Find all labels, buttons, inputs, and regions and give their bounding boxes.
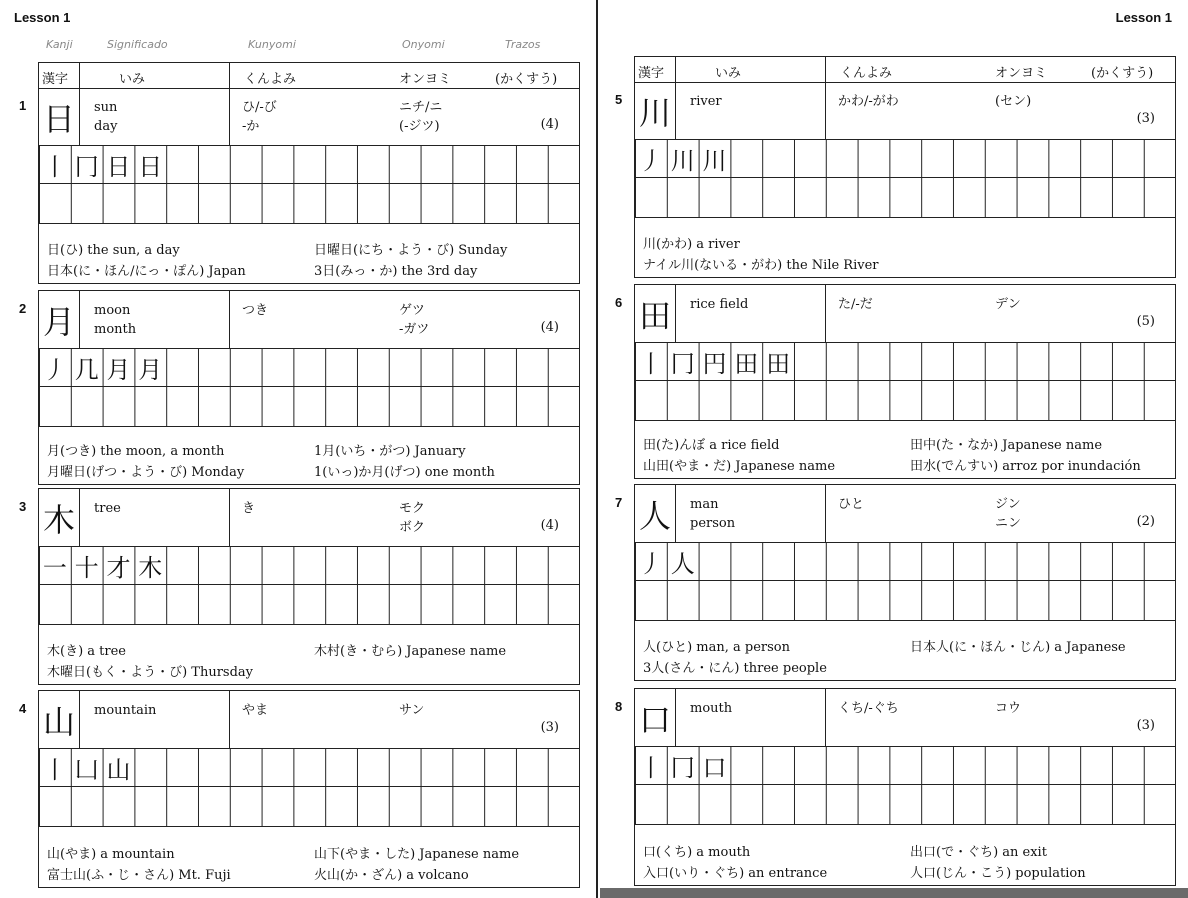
stroke-step: 人 xyxy=(670,549,695,578)
practice-grid xyxy=(635,746,1175,825)
vocab-item: 木村(き・むら) Japanese name xyxy=(314,644,507,659)
on-line: -ガツ xyxy=(399,322,430,337)
vocab-item: 富士山(ふ・じ・さん) Mt. Fuji xyxy=(47,868,231,883)
vocab-item: 火山(か・ざん) a volcano xyxy=(314,868,469,883)
kun-line: つき xyxy=(242,303,269,318)
practice-grid xyxy=(39,546,579,625)
entry-number: 8 xyxy=(615,699,623,714)
vocab-item: 川(かわ) a river xyxy=(643,237,740,252)
vocab-item: 山(やま) a mountain xyxy=(47,847,175,862)
header-kanji: 漢字 xyxy=(42,72,69,87)
kanji-info-row xyxy=(39,489,579,547)
vocab-item: ナイル川(ないる・がわ) the Nile River xyxy=(643,258,879,273)
stroke-order xyxy=(635,746,730,784)
on-line: ジン xyxy=(995,497,1021,512)
kanji-info-row xyxy=(635,285,1175,343)
stroke-step: 円 xyxy=(702,349,727,378)
stroke-step: 川 xyxy=(670,146,695,175)
right-page xyxy=(596,0,1188,898)
vocab-item: 1月(いち・がつ) January xyxy=(314,444,466,459)
vocab-item: 田水(でんすい) arroz por inundación xyxy=(910,459,1141,474)
kanji-info-row xyxy=(635,82,1175,140)
stroke-step: 丨 xyxy=(42,152,67,181)
kanji-meaning xyxy=(690,92,722,111)
on-line: モク xyxy=(399,501,426,516)
vocab-item: 人口(じん・こう) population xyxy=(910,866,1086,881)
meaning-line: month xyxy=(94,322,137,337)
kun-reading xyxy=(838,295,873,314)
meaning-line: mouth xyxy=(690,701,733,716)
stroke-order xyxy=(39,748,134,786)
stroke-step: 冂 xyxy=(670,349,695,378)
stroke-count: (3) xyxy=(540,720,559,735)
kanji-entry xyxy=(615,484,1176,681)
kanji-character: 山 xyxy=(39,691,80,748)
on-reading xyxy=(399,499,425,537)
stroke-step: 十 xyxy=(74,553,99,582)
header-strokes: (かくすう) xyxy=(1091,66,1154,81)
stroke-step: 山 xyxy=(106,755,131,784)
entry-number: 2 xyxy=(19,301,27,316)
stroke-step: 几 xyxy=(74,355,99,384)
on-line: ボク xyxy=(399,520,426,535)
kanji-meaning xyxy=(94,301,136,339)
note-significado: Significado xyxy=(107,38,168,51)
stroke-count: (4) xyxy=(540,518,559,533)
stroke-step: 川 xyxy=(702,146,727,175)
stroke-step: 凵 xyxy=(74,755,99,784)
column-divider xyxy=(675,57,676,82)
vocab-item: 人(ひと) man, a person xyxy=(643,640,790,655)
stroke-count: (5) xyxy=(1136,314,1155,329)
kun-line: かわ/-がわ xyxy=(838,94,899,109)
on-line: ニン xyxy=(995,516,1022,531)
on-line: ニチ/ニ xyxy=(399,100,443,115)
on-line: サン xyxy=(399,703,425,718)
kanji-character: 田 xyxy=(635,285,676,342)
stroke-step: 田 xyxy=(734,349,759,378)
kanji-entry xyxy=(615,56,1176,278)
stroke-count: (3) xyxy=(1136,718,1155,733)
meaning-line: day xyxy=(94,119,118,134)
on-reading xyxy=(995,699,1021,718)
kun-reading xyxy=(242,701,268,720)
column-divider xyxy=(825,57,826,82)
vocab-item: 木曜日(もく・よう・び) Thursday xyxy=(47,665,253,680)
on-line: (-ジツ) xyxy=(399,119,440,134)
stroke-step: 才 xyxy=(106,553,131,582)
stroke-order xyxy=(39,348,166,386)
on-line: デン xyxy=(995,297,1021,312)
entry-number: 4 xyxy=(19,701,27,716)
kanji-entry xyxy=(19,62,580,284)
header-on: オンヨミ xyxy=(399,72,452,87)
vocab-item: 月(つき) the moon, a month xyxy=(47,444,225,459)
stroke-step: 日 xyxy=(138,152,163,181)
stroke-order xyxy=(635,542,699,580)
lesson-label: Lesson 1 xyxy=(1115,10,1172,25)
stroke-step: 冂 xyxy=(74,152,99,181)
entry-number: 3 xyxy=(19,499,27,514)
stroke-step: 丿 xyxy=(42,355,67,384)
kanji-meaning xyxy=(690,295,748,314)
on-reading xyxy=(399,301,429,339)
vocabulary-examples xyxy=(635,217,1175,277)
vocab-item: 3日(みっ・か) the 3rd day xyxy=(314,264,478,279)
kanji-meaning xyxy=(94,499,121,518)
kun-reading xyxy=(838,92,899,111)
entry-number: 7 xyxy=(615,495,623,510)
on-reading xyxy=(995,92,1031,111)
meaning-line: person xyxy=(690,516,736,531)
kun-reading xyxy=(242,98,277,136)
vocab-item: 日(ひ) the sun, a day xyxy=(47,243,180,258)
stroke-step: 一 xyxy=(42,553,67,582)
kanji-info-row xyxy=(39,88,579,146)
meaning-line: rice field xyxy=(690,297,749,312)
vocab-item: 日本(に・ほん/にっ・ぽん) Japan xyxy=(47,264,246,279)
column-header xyxy=(635,57,1175,83)
stroke-step: 月 xyxy=(138,355,163,384)
kanji-character: 日 xyxy=(39,88,80,145)
practice-grid xyxy=(39,145,579,224)
column-header xyxy=(39,63,579,89)
vocabulary-examples xyxy=(635,420,1175,478)
stroke-step: 口 xyxy=(702,753,727,782)
kanji-info-row xyxy=(39,291,579,349)
vocab-item: 日曜日(にち・よう・び) Sunday xyxy=(314,243,508,258)
stroke-order xyxy=(635,342,794,380)
column-divider xyxy=(825,689,826,746)
practice-grid xyxy=(635,542,1175,621)
lesson-label: Lesson 1 xyxy=(14,10,71,25)
note-trazos: Trazos xyxy=(505,38,541,51)
meaning-line: sun xyxy=(94,100,118,115)
vocab-item: 3人(さん・にん) three people xyxy=(643,661,827,676)
stroke-step: 日 xyxy=(106,152,131,181)
entry-number: 1 xyxy=(19,98,27,113)
stroke-step: 月 xyxy=(106,355,131,384)
kanji-character: 人 xyxy=(635,485,676,542)
stroke-step: 木 xyxy=(138,553,163,582)
stroke-order xyxy=(39,145,166,183)
note-kunyomi: Kunyomi xyxy=(248,38,296,51)
column-divider xyxy=(79,63,80,88)
meaning-line: mountain xyxy=(94,703,157,718)
stroke-count: (4) xyxy=(540,320,559,335)
column-divider xyxy=(825,285,826,342)
on-line: コウ xyxy=(995,701,1022,716)
kun-reading xyxy=(242,499,255,518)
kanji-character: 口 xyxy=(635,689,676,746)
kanji-entry xyxy=(615,284,1176,479)
column-divider xyxy=(229,88,230,145)
meaning-line: moon xyxy=(94,303,131,318)
vocab-item: 月曜日(げつ・よう・び) Monday xyxy=(47,465,245,480)
header-strokes: (かくすう) xyxy=(495,72,558,87)
handwritten-notes xyxy=(40,38,580,56)
kun-line: やま xyxy=(242,703,269,718)
meaning-line: man xyxy=(690,497,719,512)
practice-grid xyxy=(635,342,1175,421)
kun-line: ひ/-び xyxy=(242,100,277,115)
kanji-info-row xyxy=(635,689,1175,747)
vocab-item: 木(き) a tree xyxy=(47,644,126,659)
column-divider xyxy=(825,82,826,139)
kanji-meaning xyxy=(690,699,732,718)
vocabulary-examples xyxy=(39,426,579,484)
kun-reading xyxy=(838,699,899,718)
note-kanji: Kanji xyxy=(46,38,73,51)
stroke-step: 丿 xyxy=(638,549,663,578)
kanji-entry xyxy=(19,488,580,685)
on-line: ゲツ xyxy=(399,303,425,318)
vocab-item: 口(くち) a mouth xyxy=(643,845,751,860)
stroke-step: 田 xyxy=(766,349,791,378)
kanji-entry xyxy=(19,690,580,888)
stroke-count: (3) xyxy=(1136,111,1155,126)
kanji-meaning xyxy=(94,98,117,136)
meaning-line: river xyxy=(690,94,722,109)
header-imi: いみ xyxy=(715,66,742,81)
scan-edge-band xyxy=(600,888,1188,898)
vocabulary-examples xyxy=(39,223,579,283)
kun-line: くち/-ぐち xyxy=(838,701,899,716)
vocab-item: 入口(いり・ぐち) an entrance xyxy=(643,866,828,881)
on-reading xyxy=(995,295,1021,314)
stroke-step: 丨 xyxy=(42,755,67,784)
stroke-step: 丨 xyxy=(638,753,663,782)
header-imi: いみ xyxy=(119,72,146,87)
practice-grid xyxy=(635,139,1175,218)
stroke-order xyxy=(39,546,166,584)
stroke-count: (4) xyxy=(540,117,559,132)
kanji-info-row xyxy=(635,485,1175,543)
kun-line: ひと xyxy=(838,497,865,512)
vocab-item: 山下(やま・した) Japanese name xyxy=(314,847,520,862)
practice-grid xyxy=(39,348,579,427)
vocabulary-examples xyxy=(39,624,579,684)
kanji-entry xyxy=(615,688,1176,886)
stroke-step: 丨 xyxy=(638,349,663,378)
kanji-meaning xyxy=(690,495,735,533)
stroke-step: 丿 xyxy=(638,146,663,175)
stroke-step: 冂 xyxy=(670,753,695,782)
header-on: オンヨミ xyxy=(995,66,1048,81)
kanji-meaning xyxy=(94,701,156,720)
practice-grid xyxy=(39,748,579,827)
header-kun: くんよみ xyxy=(244,72,297,87)
kun-reading xyxy=(242,301,268,320)
vocab-item: 田中(た・なか) Japanese name xyxy=(910,438,1103,453)
on-reading xyxy=(399,98,442,136)
vocabulary-examples xyxy=(635,620,1175,680)
kun-reading xyxy=(838,495,864,514)
kun-line: -か xyxy=(242,119,260,134)
vocab-item: 出口(で・ぐち) an exit xyxy=(910,845,1047,860)
kanji-info-row xyxy=(39,691,579,749)
vocab-item: 田(た)んぼ a rice field xyxy=(643,438,780,453)
on-line: (セン) xyxy=(995,94,1032,109)
entry-number: 5 xyxy=(615,92,623,107)
column-divider xyxy=(229,489,230,546)
entry-number: 6 xyxy=(615,295,623,310)
kun-line: た/-だ xyxy=(838,297,873,312)
on-reading xyxy=(995,495,1021,533)
column-divider xyxy=(229,291,230,348)
header-kanji: 漢字 xyxy=(638,66,665,81)
kanji-character: 木 xyxy=(39,489,80,546)
stroke-order xyxy=(635,139,730,177)
header-kun: くんよみ xyxy=(840,66,893,81)
kun-line: き xyxy=(242,501,256,516)
vocabulary-examples xyxy=(39,826,579,887)
kanji-entry xyxy=(19,290,580,485)
on-reading xyxy=(399,701,424,720)
vocab-item: 山田(やま・だ) Japanese name xyxy=(643,459,836,474)
column-divider xyxy=(229,691,230,748)
column-divider xyxy=(229,63,230,88)
vocab-item: 日本人(に・ほん・じん) a Japanese xyxy=(910,640,1126,655)
column-divider xyxy=(825,485,826,542)
vocab-item: 1(いっ)か月(げつ) one month xyxy=(314,465,495,480)
stroke-count: (2) xyxy=(1136,514,1155,529)
note-onyomi: Onyomi xyxy=(402,38,445,51)
kanji-character: 川 xyxy=(635,82,676,139)
vocabulary-examples xyxy=(635,824,1175,885)
kanji-character: 月 xyxy=(39,291,80,348)
meaning-line: tree xyxy=(94,501,121,516)
